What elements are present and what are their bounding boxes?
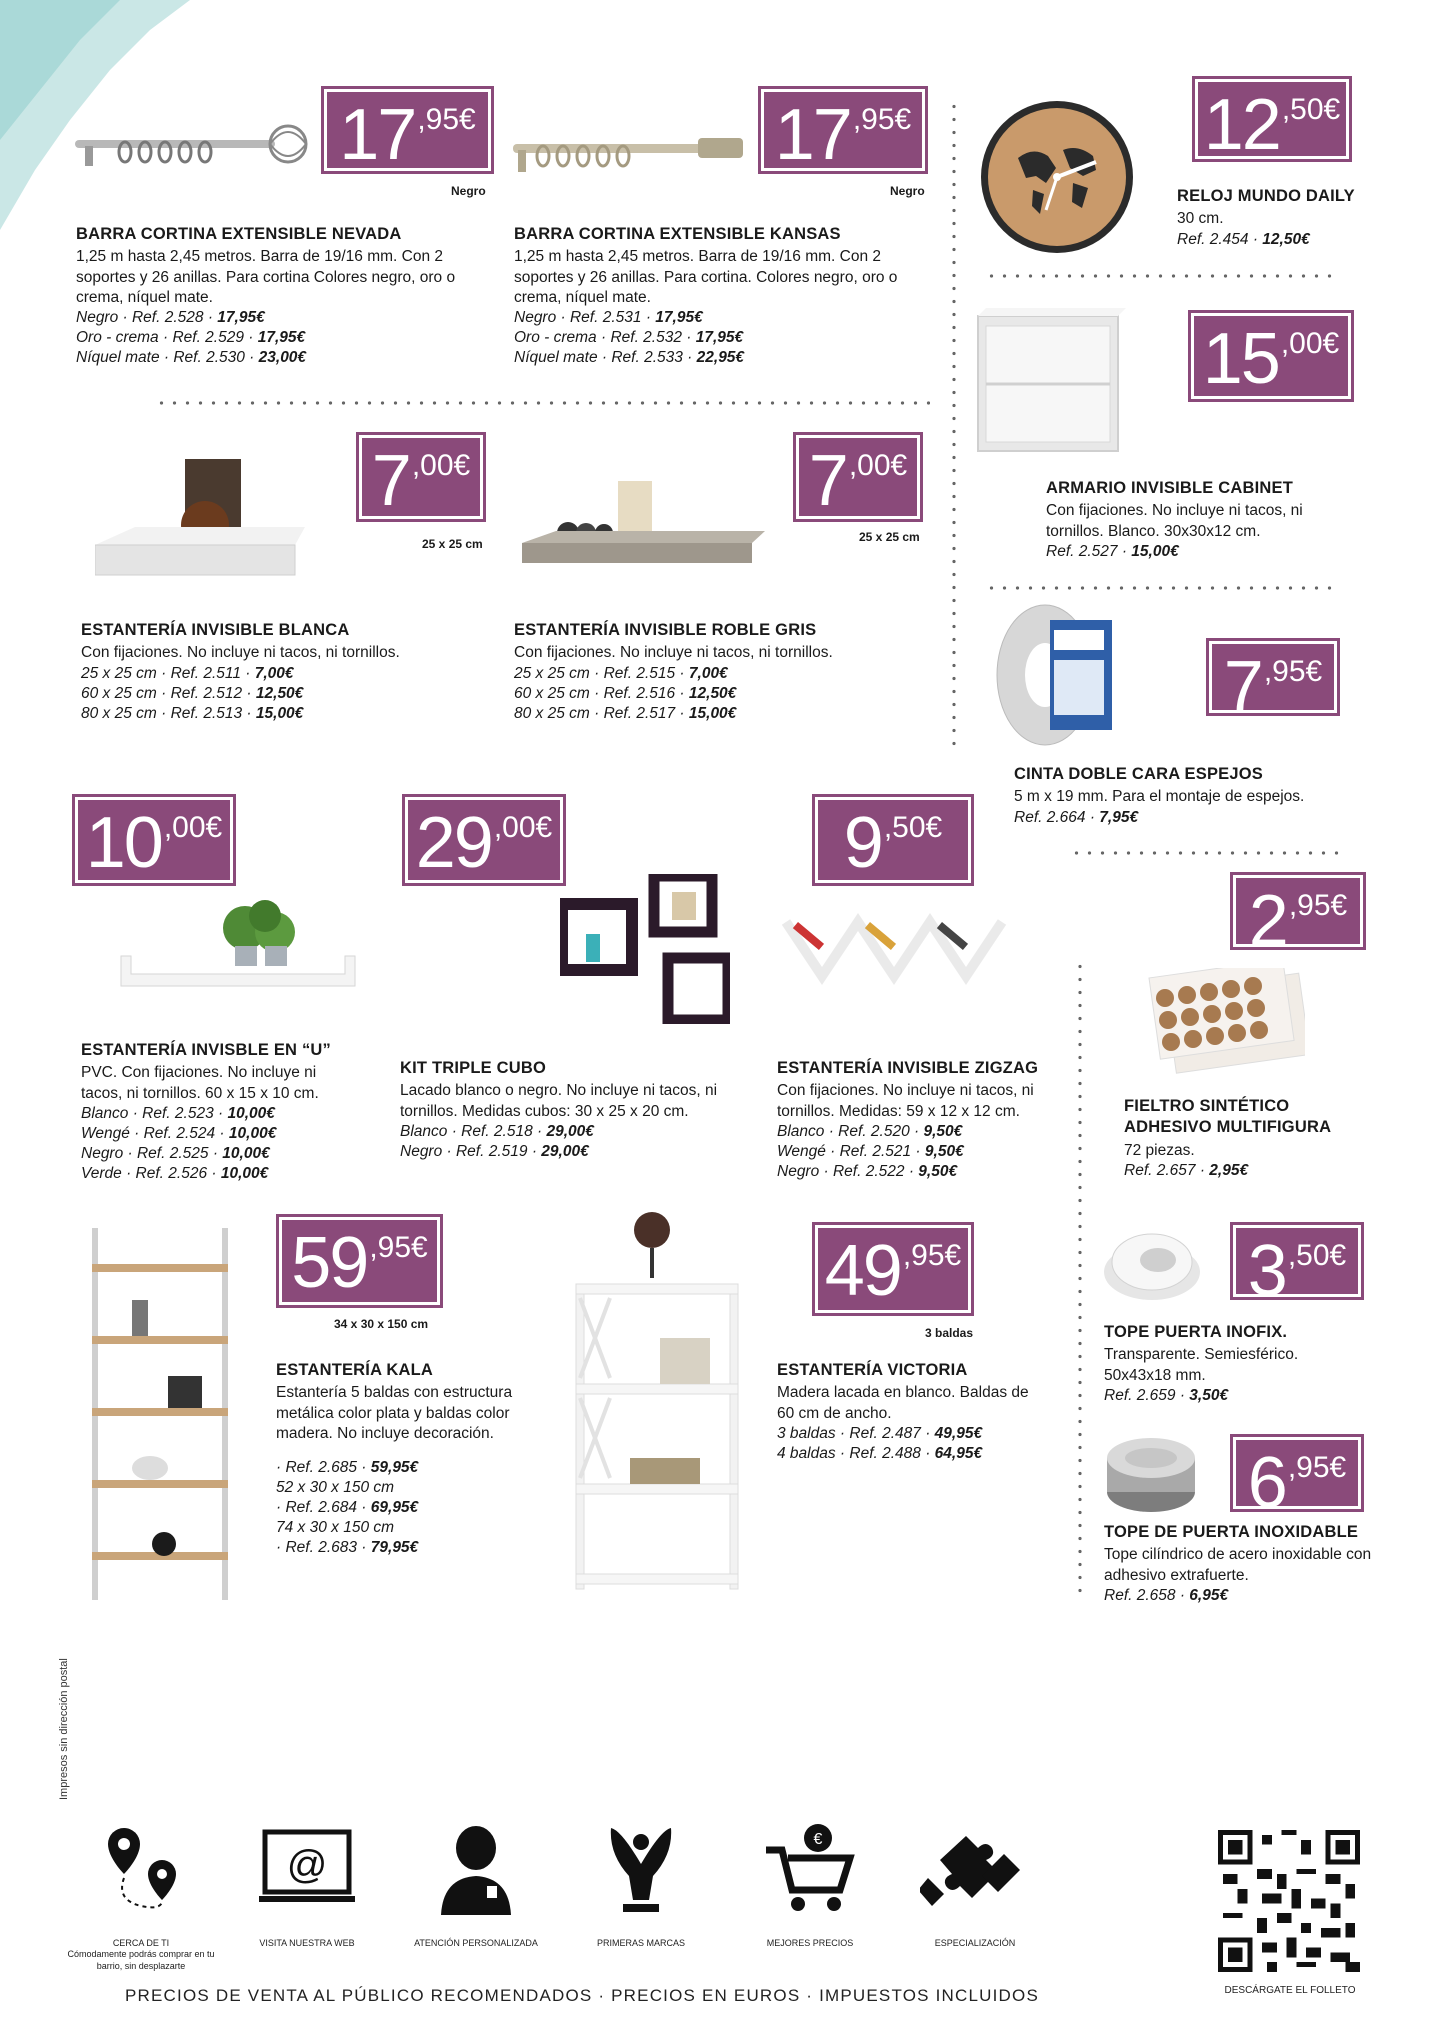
product-description: PVC. Con fijaciones. No incluye ni tacos, ni tornillos. 60 x 15 x 10 cm. <box>81 1064 319 1102</box>
curtain-rod-image <box>508 120 748 180</box>
wall-clock-image <box>978 98 1136 256</box>
variant-note: Negro <box>890 184 925 198</box>
web-at-icon <box>257 1820 357 1920</box>
product-ref: Negro · Ref. 2.525 · 10,00€ <box>81 1145 270 1162</box>
divider <box>952 100 956 750</box>
price-tag-tope-inofix: 3 ,50€ <box>1230 1222 1364 1300</box>
product-title: ESTANTERÍA INVISIBLE BLANCA <box>81 621 350 639</box>
floating-shelf-white-image <box>95 455 310 595</box>
product-description: Con fijaciones. No incluye ni tacos, ni tornillos. <box>81 644 400 662</box>
product-ref: 80 x 25 cm · Ref. 2.513 · 15,00€ <box>81 704 304 722</box>
divider <box>1078 960 1082 1600</box>
feature-especializacion <box>900 1820 1050 1949</box>
product-description: Con fijaciones. No incluye ni tacos, ni tornillos. Medidas: 59 x 12 x 12 cm. <box>777 1082 1034 1120</box>
product-title: FIELTRO SINTÉTICO ADHESIVO MULTIFIGURA <box>1124 1097 1332 1137</box>
price-tag-est-blanca: 7 ,00€ <box>356 432 486 522</box>
product-title: ESTANTERÍA INVISIBLE ROBLE GRIS <box>514 621 817 639</box>
feature-label: MEJORES PRECIOS <box>766 1938 854 1948</box>
price-tag-reloj: 12 ,50€ <box>1192 76 1352 162</box>
product-tope-inox <box>1104 1522 1394 1606</box>
product-est-roble <box>514 620 914 724</box>
feature-label: PRIMERAS MARCAS <box>596 1938 685 1948</box>
feature-precios <box>735 1820 885 1949</box>
product-zigzag <box>777 1058 1077 1182</box>
product-ref: Blanco · Ref. 2.520 · 9,50€ <box>777 1122 963 1140</box>
product-fieltro <box>1124 1096 1374 1181</box>
variant-note: Negro <box>451 184 486 198</box>
feature-label: CERCA DE TI <box>112 1938 170 1948</box>
variant-note: 3 baldas <box>925 1326 974 1340</box>
product-description: Con fijaciones. No incluye ni tacos, ni tornillos. Blanco. 30x30x12 cm. <box>1046 502 1303 540</box>
product-ref: Ref. 2.527 · 15,00€ <box>1046 542 1179 560</box>
variant-note: 34 x 30 x 150 cm <box>334 1317 429 1331</box>
product-ref: 80 x 25 cm · Ref. 2.517 · 15,00€ <box>514 704 737 722</box>
product-ref: Níquel mate · Ref. 2.530 · 23,00€ <box>76 349 307 367</box>
product-description: 5 m x 19 mm. Para el montaje de espejos. <box>1014 788 1305 806</box>
price-tag-barra-nevada: 17 ,95€ <box>321 86 494 174</box>
product-ref: 3 baldas · Ref. 2.487 · 49,95€ <box>777 1424 983 1442</box>
product-ref: 25 x 25 cm · Ref. 2.511 · 7,00€ <box>81 664 294 682</box>
price-tag-tope-inox: 6 ,95€ <box>1230 1434 1364 1512</box>
feature-sub: Cómodamente podrás comprar en tu barrio, sin desplazarte <box>67 1949 215 1971</box>
zigzag-shelf-image <box>782 912 1022 992</box>
product-description: 1,25 m hasta 2,45 metros. Barra de 19/16 mm. Con 2 soportes y 26 anillas. Para cortina Colores negro, oro o crema, níquel mate. <box>76 248 456 306</box>
product-ref: Níquel mate · Ref. 2.533 · 22,95€ <box>514 349 745 367</box>
cart-euro-icon <box>760 1820 860 1920</box>
product-title: ARMARIO INVISIBLE CABINET <box>1046 479 1294 497</box>
divider <box>155 401 930 405</box>
curtain-rod-image <box>70 110 310 180</box>
product-title: ESTANTERÍA KALA <box>276 1361 433 1379</box>
product-title: BARRA CORTINA EXTENSIBLE KANSAS <box>514 225 841 243</box>
feature-cerca <box>66 1820 216 1972</box>
product-description: 1,25 m hasta 2,45 metros. Barra de 19/16 mm. Con 2 soportes y 26 anillas. Para cortina. Colores negro, oro o crema, níquel mate. <box>514 248 898 306</box>
product-ref: Ref. 2.454 · 12,50€ <box>1177 230 1310 248</box>
product-ref: Verde · Ref. 2.526 · 10,00€ <box>81 1165 269 1183</box>
product-ref: Blanco · Ref. 2.518 · 29,00€ <box>400 1122 594 1140</box>
price-tag-armario: 15 ,00€ <box>1188 310 1354 402</box>
product-ref: 4 baldas · Ref. 2.488 · 64,95€ <box>777 1444 983 1462</box>
product-ref: Ref. 2.664 · 7,95€ <box>1014 808 1139 826</box>
product-description: Con fijaciones. No incluye ni tacos, ni tornillos. <box>514 644 833 662</box>
person-icon <box>431 1820 521 1920</box>
product-tope-inofix <box>1104 1322 1354 1406</box>
door-stop-steel-image <box>1104 1434 1199 1514</box>
product-victoria <box>777 1360 1037 1464</box>
product-ref: Negro · Ref. 2.531 · 17,95€ <box>514 308 703 326</box>
product-title: ESTANTERÍA VICTORIA <box>777 1361 968 1379</box>
product-ref: 52 x 30 x 150 cm <box>276 1479 395 1496</box>
price-tag-zigzag: 9 ,50€ <box>812 794 974 886</box>
white-bookshelf-image <box>570 1208 745 1593</box>
map-pin-route-icon <box>96 1820 186 1920</box>
product-ref: · Ref. 2.683 · 79,95€ <box>276 1539 419 1557</box>
floating-shelf-oak-image <box>520 475 770 575</box>
product-ref: Ref. 2.658 · 6,95€ <box>1104 1586 1229 1604</box>
product-description: Estantería 5 baldas con estructura metálica color plata y baldas color madera. No incluye decoración. <box>276 1384 513 1442</box>
door-stop-clear-image <box>1100 1222 1205 1302</box>
variant-note: 25 x 25 cm <box>859 530 920 544</box>
qr-code-image[interactable] <box>1218 1830 1360 1972</box>
tape-roll-image <box>990 600 1120 750</box>
feature-label: ESPECIALIZACIÓN <box>934 1938 1016 1948</box>
product-description: Transparente. Semiesférico. 50x43x18 mm. <box>1104 1346 1299 1384</box>
product-description: Madera lacada en blanco. Baldas de 60 cm de ancho. <box>777 1384 1029 1422</box>
product-ref: Blanco · Ref. 2.523 · 10,00€ <box>81 1104 275 1122</box>
product-title: ESTANTERÍA INVISBLE EN “U” <box>81 1041 331 1059</box>
brand-trophy-icon <box>601 1820 681 1920</box>
product-title: TOPE PUERTA INOFIX. <box>1104 1323 1288 1341</box>
postal-note: Impresos sin dirección postal <box>58 1658 70 1800</box>
product-ref: Oro - crema · Ref. 2.532 · 17,95€ <box>514 329 744 346</box>
price-tag-barra-kansas: 17 ,95€ <box>758 86 928 174</box>
feature-marcas <box>566 1820 716 1949</box>
product-ref: Negro · Ref. 2.519 · 29,00€ <box>400 1142 589 1160</box>
product-ref: Wengé · Ref. 2.524 · 10,00€ <box>81 1124 277 1142</box>
svg-text:€: € <box>813 1831 823 1848</box>
product-est-u <box>81 1040 361 1184</box>
product-ref: Negro · Ref. 2.528 · 17,95€ <box>76 308 265 326</box>
divider <box>1070 851 1345 855</box>
product-barra-nevada <box>76 224 476 368</box>
product-reloj <box>1177 186 1377 250</box>
metal-bookshelf-image <box>88 1228 233 1600</box>
price-tag-victoria: 49 ,95€ <box>812 1222 974 1316</box>
product-title: BARRA CORTINA EXTENSIBLE NEVADA <box>76 225 402 243</box>
product-ref: Ref. 2.659 · 3,50€ <box>1104 1386 1229 1404</box>
product-title: KIT TRIPLE CUBO <box>400 1059 546 1077</box>
product-ref: 25 x 25 cm · Ref. 2.515 · 7,00€ <box>514 664 728 682</box>
product-ref: · Ref. 2.684 · 69,95€ <box>276 1499 419 1517</box>
feature-label: ATENCIÓN PERSONALIZADA <box>414 1938 538 1948</box>
product-ref: 74 x 30 x 150 cm <box>276 1519 395 1537</box>
product-ref: Oro - crema · Ref. 2.529 · 17,95€ <box>76 329 306 346</box>
qr-caption: DESCÁRGATE EL FOLLETO <box>1224 1985 1356 1996</box>
product-title: RELOJ MUNDO DAILY <box>1177 187 1355 205</box>
price-tag-cinta: 7 ,95€ <box>1206 638 1340 716</box>
product-description: 30 cm. <box>1177 210 1224 228</box>
product-ref: Wengé · Ref. 2.521 · 9,50€ <box>777 1142 964 1160</box>
price-tag-est-u: 10 ,00€ <box>72 794 236 886</box>
product-cinta <box>1014 764 1354 828</box>
product-description: 72 piezas. <box>1124 1141 1195 1159</box>
product-description: Tope cilíndrico de acero inoxidable con adhesivo extrafuerte. <box>1104 1546 1372 1584</box>
puzzle-icon <box>920 1820 1030 1920</box>
feature-web <box>232 1820 382 1949</box>
cabinet-image <box>970 298 1130 458</box>
product-ref: · Ref. 2.685 · 59,95€ <box>276 1458 419 1476</box>
svg-text:@: @ <box>286 1843 328 1887</box>
divider <box>985 274 1340 278</box>
product-title: ESTANTERÍA INVISIBLE ZIGZAG <box>777 1059 1039 1077</box>
product-ref: 60 x 25 cm · Ref. 2.516 · 12,50€ <box>514 684 737 702</box>
price-tag-cubo: 29 ,00€ <box>402 794 566 886</box>
felt-pads-image <box>1135 968 1305 1078</box>
product-description: Lacado blanco o negro. No incluye ni tacos, ni tornillos. Medidas cubos: 30 x 25 x 20 cm. <box>400 1082 718 1120</box>
product-ref: Ref. 2.657 · 2,95€ <box>1124 1162 1249 1180</box>
product-ref: Negro · Ref. 2.522 · 9,50€ <box>777 1163 958 1180</box>
product-title: TOPE DE PUERTA INOXIDABLE <box>1104 1523 1359 1541</box>
u-shelf-image <box>115 898 365 1008</box>
product-title: CINTA DOBLE CARA ESPEJOS <box>1014 765 1263 783</box>
feature-atencion <box>401 1820 551 1949</box>
footer-disclaimer: PRECIOS DE VENTA AL PÚBLICO RECOMENDADOS · PRECIOS EN EUROS · IMPUESTOS INCLUIDOS <box>125 1986 1039 2005</box>
cube-shelves-image <box>560 874 730 1024</box>
price-tag-fieltro: 2 ,95€ <box>1230 872 1366 950</box>
feature-label: VISITA NUESTRA WEB <box>259 1938 355 1948</box>
product-barra-kansas <box>514 224 934 368</box>
product-ref: 60 x 25 cm · Ref. 2.512 · 12,50€ <box>81 684 304 702</box>
product-armario <box>1046 478 1346 562</box>
product-kala <box>276 1360 516 1559</box>
product-est-blanca <box>81 620 401 724</box>
variant-note: 25 x 25 cm <box>422 537 483 551</box>
price-tag-kala: 59 ,95€ <box>276 1214 443 1308</box>
divider <box>985 586 1340 590</box>
price-tag-est-roble: 7 ,00€ <box>793 432 923 522</box>
product-cubo <box>400 1058 760 1162</box>
